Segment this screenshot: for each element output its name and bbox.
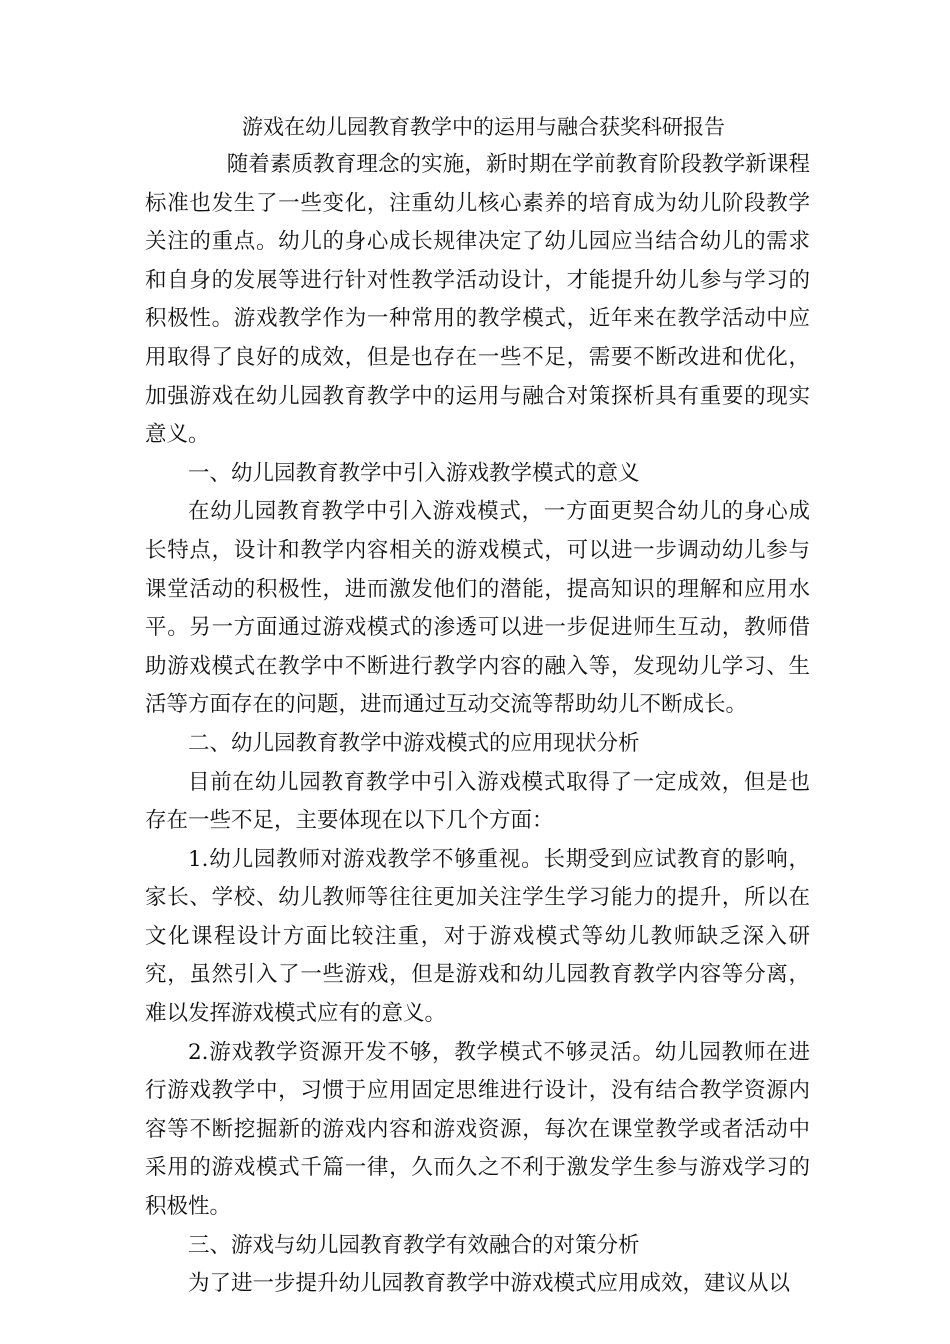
- section-2-item-2: 2.游戏教学资源开发不够，教学模式不够灵活。幼儿园教师在进行游戏教学中，习惯于应用固定思维进行设计，没有结合教学资源内容等不断挖掘新的游戏内容和游戏资源，每次在课堂教学或者活动中采用的游戏模式千篇一律，久而久之不利于激发学生参与游戏学习的积极性。: [145, 1039, 810, 1220]
- section-3-paragraph: 为了进一步提升幼儿园教育教学中游戏模式应用成效，建议从以: [188, 1271, 791, 1297]
- section-2-paragraph: 目前在幼儿园教育教学中引入游戏模式取得了一定成效，但是也存在一些不足，主要体现在以下几个方面：: [145, 769, 810, 834]
- document-page: [145, 108, 810, 1304]
- document-title: 游戏在幼儿园教育教学中的运用与融合获奖科研报告: [242, 115, 725, 139]
- section-2-heading: 二、幼儿园教育教学中游戏模式的应用现状分析: [188, 730, 640, 756]
- section-3-heading: 三、游戏与幼儿园教育教学有效融合的对策分析: [188, 1232, 640, 1258]
- section-1-paragraph: 在幼儿园教育教学中引入游戏模式，一方面更契合幼儿的身心成长特点，设计和教学内容相关的游戏模式，可以进一步调动幼儿参与课堂活动的积极性，进而激发他们的潜能，提高知识的理解和应用水平。另一方面通过游戏模式的渗透可以进一步促进师生互动，教师借助游戏模式在教学中不断进行教学内容的融入等，发现幼儿学习、生活等方面存在的问题，进而通过互动交流等帮助幼儿不断成长。: [145, 499, 810, 718]
- section-1-heading: 一、幼儿园教育教学中引入游戏教学模式的意义: [188, 460, 640, 486]
- intro-paragraph: 随着素质教育理念的实施，新时期在学前教育阶段教学新课程标准也发生了一些变化，注重幼儿核心素养的培育成为幼儿阶段教学关注的重点。幼儿的身心成长规律决定了幼儿园应当结合幼儿的需求和自身的发展等进行针对性教学活动设计，才能提升幼儿参与学习的积极性。游戏教学作为一种常用的教学模式，近年来在教学活动中应用取得了良好的成效，但是也存在一些不足，需要不断改进和优化，加强游戏在幼儿园教育教学中的运用与融合对策探析具有重要的现实意义。: [145, 152, 810, 448]
- section-2-item-1: 1.幼儿园教师对游戏教学不够重视。长期受到应试教育的影响，家长、学校、幼儿教师等往往更加关注学生学习能力的提升，所以在文化课程设计方面比较注重，对于游戏模式等幼儿教师缺乏深入研究，虽然引入了一些游戏，但是游戏和幼儿园教育教学内容等分离，难以发挥游戏模式应有的意义。: [145, 846, 810, 1027]
